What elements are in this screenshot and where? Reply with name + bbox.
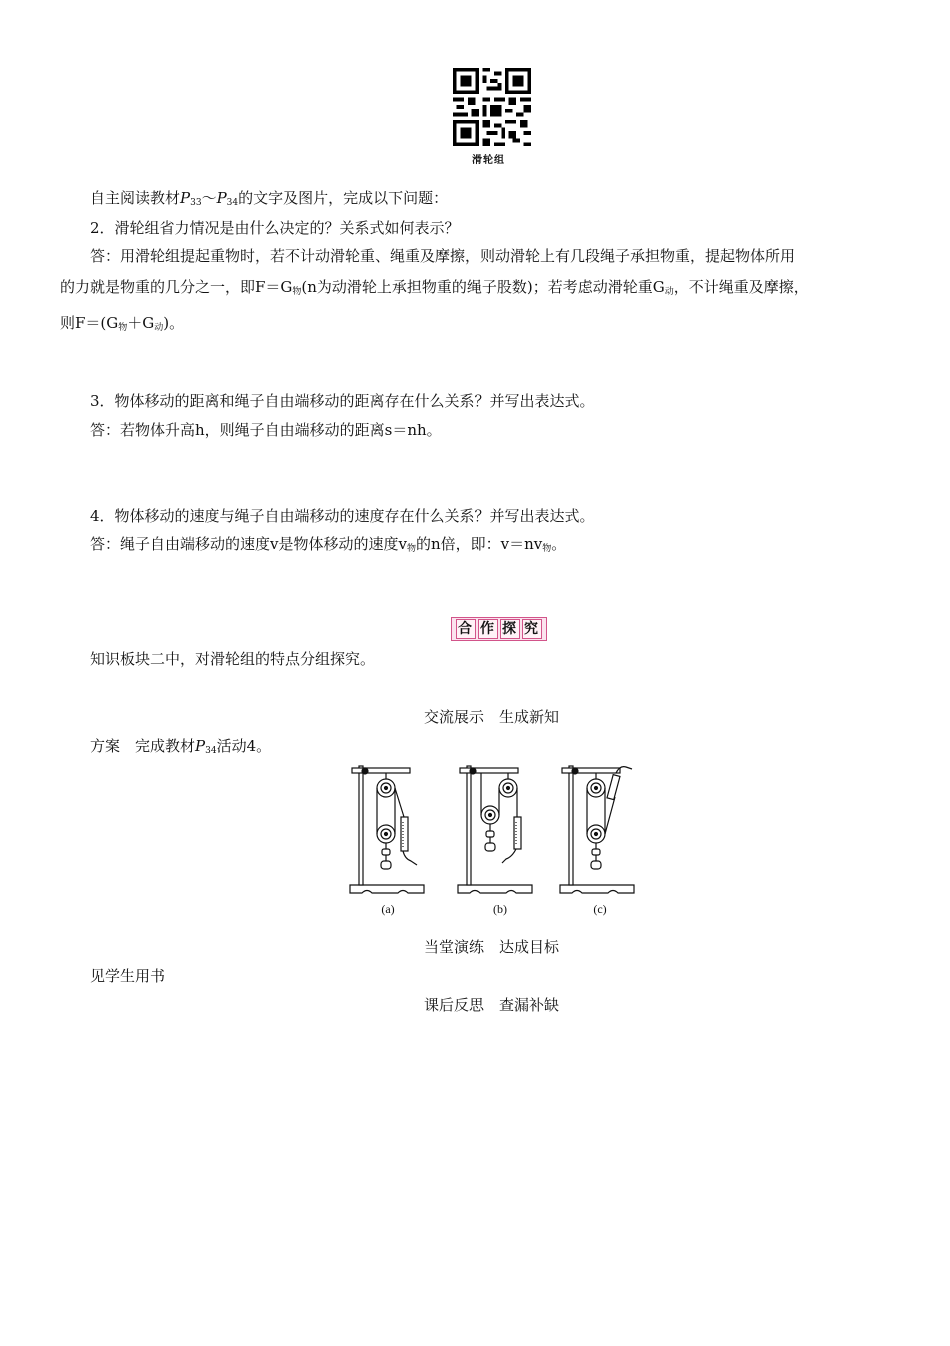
question-2: 2．滑轮组省力情况是由什么决定的？关系式如何表示？ [90, 219, 460, 237]
pulley-setup-a [350, 766, 424, 893]
question-3: 3．物体移动的距离和绳子自由端移动的距离存在什么关系？并写出表达式。 [90, 392, 595, 410]
answer-3: 答：若物体升高h，则绳子自由端移动的距离s＝nh。 [90, 421, 442, 439]
intro-line: 自主阅读教材$P_{33}\sim P_{34}$的文字及图片，完成以下问题： [90, 189, 449, 208]
answer-4: 答：绳子自由端移动的速度v是物体移动的速度$v_物$的n倍，即：$v=nv_物$。 [90, 535, 567, 554]
see-student-book: 见学生用书 [90, 967, 166, 985]
heading-reflection: 课后反思 查漏补缺 [423, 996, 559, 1014]
qr-caption: 滑轮组 [472, 155, 505, 166]
heading-exchange: 交流展示 生成新知 [423, 708, 559, 726]
pulley-figure [348, 757, 642, 922]
answer-2: 答：用滑轮组提起重物时，若不计动滑轮重、绳重及摩擦，则动滑轮上有几段绳子承担物重，提起物体所用 的力就是物重的几分之一，即$F=G_物(n$为动滑轮上承担物重的绳子股数)；若考虑动滑轮重$G_动$，不计绳重及摩擦， 则$F=(G_物+G_动)$。 [60, 247, 809, 333]
plan-line: 方案 完成教材$P_{34}$活动4。 [90, 737, 272, 756]
group-inquiry-text: 知识板块二中，对滑轮组的特点分组探究。 [90, 650, 376, 668]
pulley-setup-b [458, 766, 532, 893]
figure-label-b: (b) [493, 902, 507, 916]
heading-practice: 当堂演练 达成目标 [423, 938, 559, 956]
pulley-setup-c [560, 766, 634, 893]
section-stamp-cooperative-inquiry: 合 作 探 究 [451, 617, 547, 641]
qr-code-image [453, 68, 531, 146]
figure-label-a: (a) [381, 902, 395, 916]
question-4: 4．物体移动的速度与绳子自由端移动的速度存在什么关系？并写出表达式。 [90, 507, 595, 525]
figure-label-c: (c) [593, 902, 607, 916]
